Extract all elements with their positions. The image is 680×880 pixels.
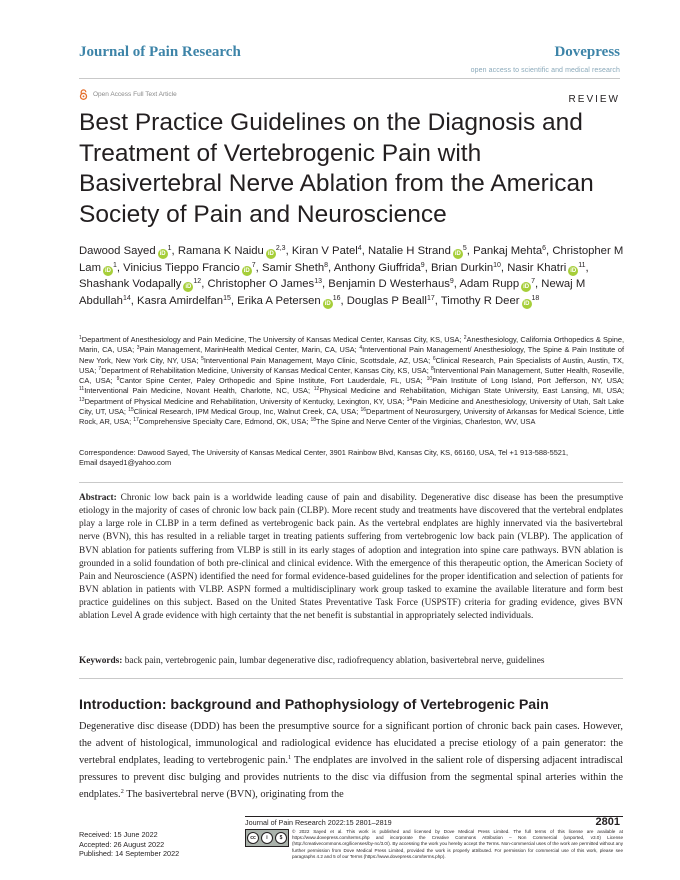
affiliation-number: 5 — [201, 355, 204, 362]
author[interactable] — [137, 295, 231, 307]
author-name: Erika A Petersen — [237, 294, 321, 307]
author[interactable] — [328, 278, 454, 290]
affiliation-text: Pain Medicine and Anesthesiology, University of Utah, Salt Lake City, UT, USA; — [79, 396, 624, 417]
author[interactable] — [441, 295, 539, 307]
affiliation-text: Interventional Pain Management, Mayo Clinic, Scottsdale, AZ, USA; — [203, 355, 433, 365]
received-date: Received: 15 June 2022 — [79, 830, 158, 839]
affiliation-ref[interactable]: 1 — [167, 245, 172, 252]
affiliation-ref[interactable]: 10 — [493, 261, 501, 269]
affiliation-number: 9 — [116, 376, 120, 383]
affiliation-ref[interactable]: 12 — [193, 278, 202, 286]
article-type: REVIEW — [568, 94, 620, 105]
open-access-icon — [79, 89, 88, 100]
affiliation-number: 8 — [430, 365, 434, 372]
affiliation-number: 14 — [406, 396, 413, 403]
affiliation-ref[interactable]: 1 — [112, 261, 117, 269]
affiliation-number: 16 — [360, 407, 367, 414]
orcid-icon[interactable]: iD — [523, 300, 530, 307]
affiliation-number: 11 — [79, 386, 85, 393]
page-number: 2801 — [595, 816, 620, 828]
abstract-top-divider — [79, 482, 623, 483]
keywords-label: Keywords: — [79, 656, 123, 666]
author[interactable] — [207, 278, 322, 290]
affiliation-number: 1 — [79, 335, 82, 341]
keywords — [79, 655, 623, 668]
orcid-icon[interactable]: iD — [324, 300, 331, 307]
section-heading: Introduction: background and Pathophysiology of Vertebrogenic Pain — [79, 697, 549, 713]
accepted-date: Accepted: 26 August 2022 — [79, 839, 165, 849]
affiliation-ref[interactable]: 4 — [357, 245, 362, 252]
author-name: Natalie H Strand — [367, 245, 451, 257]
abstract-label: Abstract: — [79, 493, 117, 503]
author-name: Vinicius Tieppo Francio — [123, 261, 240, 274]
author-name: Nasir Khatri — [507, 261, 567, 274]
affiliation-text: Clinical Research, Pain Specialists of Austin, Austin, TX, USA; — [79, 355, 624, 375]
affiliation-ref[interactable]: 15 — [223, 294, 231, 302]
affiliation-number: 7 — [98, 365, 102, 372]
author[interactable] — [368, 245, 467, 257]
author[interactable] — [473, 245, 546, 257]
published-date: Published: 14 September 2022 — [79, 849, 180, 858]
author[interactable] — [178, 245, 286, 257]
by-icon: i — [261, 832, 273, 844]
open-access-label — [79, 89, 177, 100]
abstract-text: Chronic low back pain is a worldwide leading cause of pain and disability. Degenerative disc disease has been the presumptive etiology in the majority of cases of chronic low back pain (CLBP). More recent study and treatments have discovered that the vertebral endplates play a large role in CLBP in a term defined as vertebrogenic back pain. As the vertebral endplates are highly innervated via the basivertebral nerve (BVN), this has resulted in a reliable target in treating patients suffering from vertebrogenic low back pain (VLBP). The application of BVN ablation for patients suffering from VLBP is still in its early stages of adoption and integration into spine care pathways. BVN ablation is grounded in a solid foundation of both pre-clinical and clinical evidence. With the emergence of this therapeutic option, the American Society of Pain and Neuroscience (ASPN) identified the need for formal evidence-based guidelines for the proper identification and selection of patients for BVN ablation in patients with VLBP. ASPN formed a multidisciplinary work group tasked to examine the available literature and form best practice guidelines on this subject. Based on the United States Preventative Task Force (USPSTF) criteria for grading evidence, gives BVN ablation Level A grade evidence with high certainty that the net benefit is substantial in appropriately selected individuals. — [79, 493, 623, 622]
affiliation-number: 17 — [133, 417, 139, 424]
author[interactable] — [431, 262, 501, 274]
author[interactable] — [459, 278, 535, 290]
author-name: Douglas P Beall — [346, 294, 427, 307]
affiliation-number: 15 — [128, 407, 134, 414]
affiliation-number: 4 — [359, 345, 363, 352]
author-name: Shashank Vodapally — [79, 278, 182, 291]
author-name: Dawood Sayed — [79, 245, 156, 257]
author[interactable] — [123, 262, 256, 274]
affiliation-ref[interactable]: 13 — [314, 278, 322, 286]
intro-text-2: The endplates are involved in the salient role of dispersing adjacent intradiscal pressures to prevent disc bulging and provides nutrients to the disc via diffusion from the segmental spinal arteries within the endplates. — [79, 754, 623, 800]
affiliation-ref[interactable]: 9 — [420, 261, 425, 269]
affiliation-text: Physical Medicine and Rehabilitation, Michigan State University, East Lansing, MI, USA; — [319, 386, 624, 396]
affiliation-text: Department of Physical Medicine and Rehabilitation, University of Kentucky, Lexington, KY, USA; — [84, 396, 407, 406]
intro-text-1: Degenerative disc disease (DDD) has been the presumptive source for a significant portion of chronic back pain cases. However, the advent of histological, immunological and radiological evidence has elucidated a precise etiology of a pain generator: the vertebral endplates, leading to vertebrogenic pain. — [79, 721, 623, 766]
orcid-icon[interactable]: iD — [267, 251, 274, 257]
orcid-icon[interactable]: iD — [454, 251, 461, 257]
author-name: Kiran V Patel — [291, 245, 358, 257]
citation-ref[interactable]: 1 — [287, 753, 292, 761]
author-name: Timothy R Deer — [440, 294, 520, 307]
affiliation-number: 18 — [310, 417, 317, 424]
journal-name[interactable]: Journal of Pain Research — [79, 44, 241, 60]
author-name: Samir Sheth — [261, 261, 325, 274]
affiliation-ref[interactable]: 8 — [324, 261, 329, 269]
article-title: Best Practice Guidelines on the Diagnosis and Treatment of Vertebrogenic Pain with Basivertebral Nerve Ablation from the American Society of Pain and Neuroscience — [79, 109, 594, 228]
license-text: © 2022 Sayed et al. This work is published and licensed by Dove Medical Press Limited. The full terms of this license are available at https://www.dovepress.com/terms.php and incorporate the Creative Commons Attribution – Non Commercial (unported, v3.0) License (http://creativecommons.org/licenses/by-nc/3.0/). By accessing the work you hereby accept the Terms. Non-commercial uses of the work are permitted without any further permission from Dove Medical Press Limited, provided the work is properly attributed. For permission for commercial use of this work, please see paragraphs 4.2 and 5 of our Terms (https://www.dovepress.com/terms.php). — [292, 829, 623, 859]
affiliation-ref[interactable]: 5 — [462, 245, 467, 252]
affiliation-number: 10 — [426, 376, 433, 383]
orcid-icon[interactable]: iD — [523, 284, 530, 291]
author-name: Christopher O James — [207, 278, 315, 291]
affiliation-number: 12 — [313, 386, 320, 393]
affiliation-number: 6 — [432, 355, 436, 362]
footer-divider — [245, 816, 623, 817]
affiliation-ref[interactable]: 16 — [332, 294, 341, 302]
abstract-bottom-divider — [79, 678, 623, 679]
affiliation-text: Interventional Pain Management, Sutter Health, Roseville, CA, USA; — [79, 365, 625, 386]
correspondence-email[interactable]: Email dsayed1@yahoo.com — [79, 458, 172, 468]
affiliation-ref[interactable]: 18 — [531, 294, 540, 302]
orcid-icon[interactable]: iD — [243, 267, 250, 274]
publisher-tagline: open access to scientific and medical research — [470, 67, 620, 74]
affiliation-number: 13 — [79, 396, 85, 403]
affiliation-ref[interactable]: 2,3 — [275, 245, 286, 252]
orcid-icon[interactable]: iD — [159, 251, 166, 257]
author-name: Brian Durkin — [430, 261, 494, 274]
affiliation-ref[interactable]: 11 — [578, 261, 586, 269]
abstract — [79, 492, 623, 624]
author[interactable] — [237, 295, 340, 307]
correspondence-address: Correspondence: Dawood Sayed, The University of Kansas Medical Center, 3901 Rainbow Blvd, Kansas City, KS, 66160, USA, Tel +1 913-588-5521, — [79, 448, 569, 457]
orcid-icon[interactable]: iD — [104, 267, 111, 274]
author[interactable] — [292, 245, 362, 257]
orcid-icon[interactable]: iD — [570, 267, 577, 274]
affiliation-text: Department of Rehabilitation Medicine, University of Kansas Medical Center, Kansas City, KS, USA; — [101, 365, 431, 375]
author-name: Pankaj Mehta — [473, 245, 543, 257]
affiliation-text: Anesthesiology, California Orthopedics & Spine, Marin, CA, USA; — [79, 335, 624, 355]
affiliation-text: Department of Neurosurgery, University of Arkansas for Medical Science, Little Rock, AR, USA; — [79, 407, 624, 427]
affiliation-text: Interventional Pain Medicine, Novant Health, Charlotte, NC, USA; — [84, 386, 314, 396]
affiliation-ref[interactable]: 9 — [449, 278, 454, 286]
affiliation-text: Comprehensive Specialty Care, Edmond, OK, USA; — [138, 417, 311, 427]
author-name: Newaj M Abdullah — [79, 278, 586, 307]
affiliation-ref[interactable]: 7 — [531, 278, 536, 286]
author-name: Ramana K Naidu — [177, 245, 264, 257]
author[interactable] — [262, 262, 328, 274]
author[interactable] — [347, 295, 435, 307]
publisher-logo[interactable]: Dovepress — [554, 44, 620, 60]
author-name: Anthony Giuffrida — [333, 261, 421, 274]
author[interactable] — [507, 262, 585, 274]
affiliation-ref[interactable]: 17 — [426, 294, 435, 302]
intro-text-3: The basivertebral nerve (BVN), originating from the — [123, 788, 344, 800]
footer-citation: Journal of Pain Research 2022:15 2801–2819 — [245, 818, 392, 827]
keywords-text: back pain, vertebrogenic pain, lumbar degenerative disc, radiofrequency ablation, basivertebral nerve, guidelines — [124, 656, 545, 666]
header-divider — [79, 78, 620, 79]
affiliation-text: The Spine and Nerve Center of the Virginias, Charleston, WV, USA — [316, 417, 536, 427]
affiliations — [79, 335, 624, 428]
creative-commons-badge[interactable] — [245, 829, 289, 847]
affiliation-text: Clinical Research, IPM Medical Group, Inc, Walnut Creek, CA, USA; — [133, 407, 361, 417]
author-name: Adam Rupp — [459, 278, 520, 291]
nc-icon: $ — [275, 832, 287, 844]
author[interactable] — [334, 262, 425, 274]
affiliation-text: Pain Institute of Long Island, Port Jefferson, NY, USA; — [432, 376, 624, 386]
article-dates — [79, 830, 179, 859]
author-name: Kasra Amirdelfan — [137, 294, 224, 307]
affiliation-ref[interactable]: 14 — [122, 294, 131, 302]
affiliation-number: 3 — [136, 345, 140, 352]
cc-icon: cc — [247, 832, 259, 844]
affiliation-text: Cantor Spine Center, Paley Orthopedic and Spine Institute, Fort Lauderdale, FL, USA; — [119, 376, 427, 386]
author[interactable] — [79, 245, 172, 257]
affiliation-ref[interactable]: 7 — [251, 261, 256, 269]
affiliation-text: Pain Management, MarinHealth Medical Center, Marin, CA, USA; — [139, 345, 360, 355]
open-access-text: Open Access Full Text Article — [93, 91, 177, 98]
author-name: Christopher M Lam — [79, 245, 624, 274]
affiliation-number: 2 — [463, 335, 467, 341]
affiliation-ref[interactable]: 6 — [542, 245, 547, 252]
orcid-icon[interactable]: iD — [185, 284, 192, 291]
citation-ref[interactable]: 2 — [120, 787, 124, 795]
affiliation-text: Interventional Pain Management/ Anesthesiology, The Spine & Pain Institute of New York, New York City, NY, USA; — [79, 345, 624, 365]
author-list: Dawood Sayed $iD^1$, Ramana K Naidu iD$^{2,3}$, Kiran V Patel$^4$, Natalie H Strand $iD^5$, Pankaj Mehta$^6$, Christopher M Lam $iD^1$, Vinicius Tieppo Francio $iD^7$, Samir Sheth$^8$, Anthony Giuffrida$^9$, Brian Durkin$^{10}$, Nasir Khatri $iD^{11}$, Shashank Vodapally $iD^{12}$, Christopher O James$^{13}$, Benjamin D Westerhaus$^9$, Adam Rupp $iD^7$, Newaj M Abdullah$^{14}$, Kasra Amirdelfan$^{15}$, Erika A Petersen $iD^{16}$, Douglas P Beall$^{17}$, Timothy R Deer $iD^{18}$ — [79, 245, 624, 307]
affiliation-text: Department of Anesthesiology and Pain Medicine, The University of Kansas Medical Center, Kansas City, KS, USA; — [81, 335, 464, 344]
author-name: Benjamin D Westerhaus — [328, 278, 450, 291]
intro-paragraph — [79, 719, 623, 804]
correspondence — [79, 448, 624, 469]
author[interactable] — [79, 278, 201, 290]
